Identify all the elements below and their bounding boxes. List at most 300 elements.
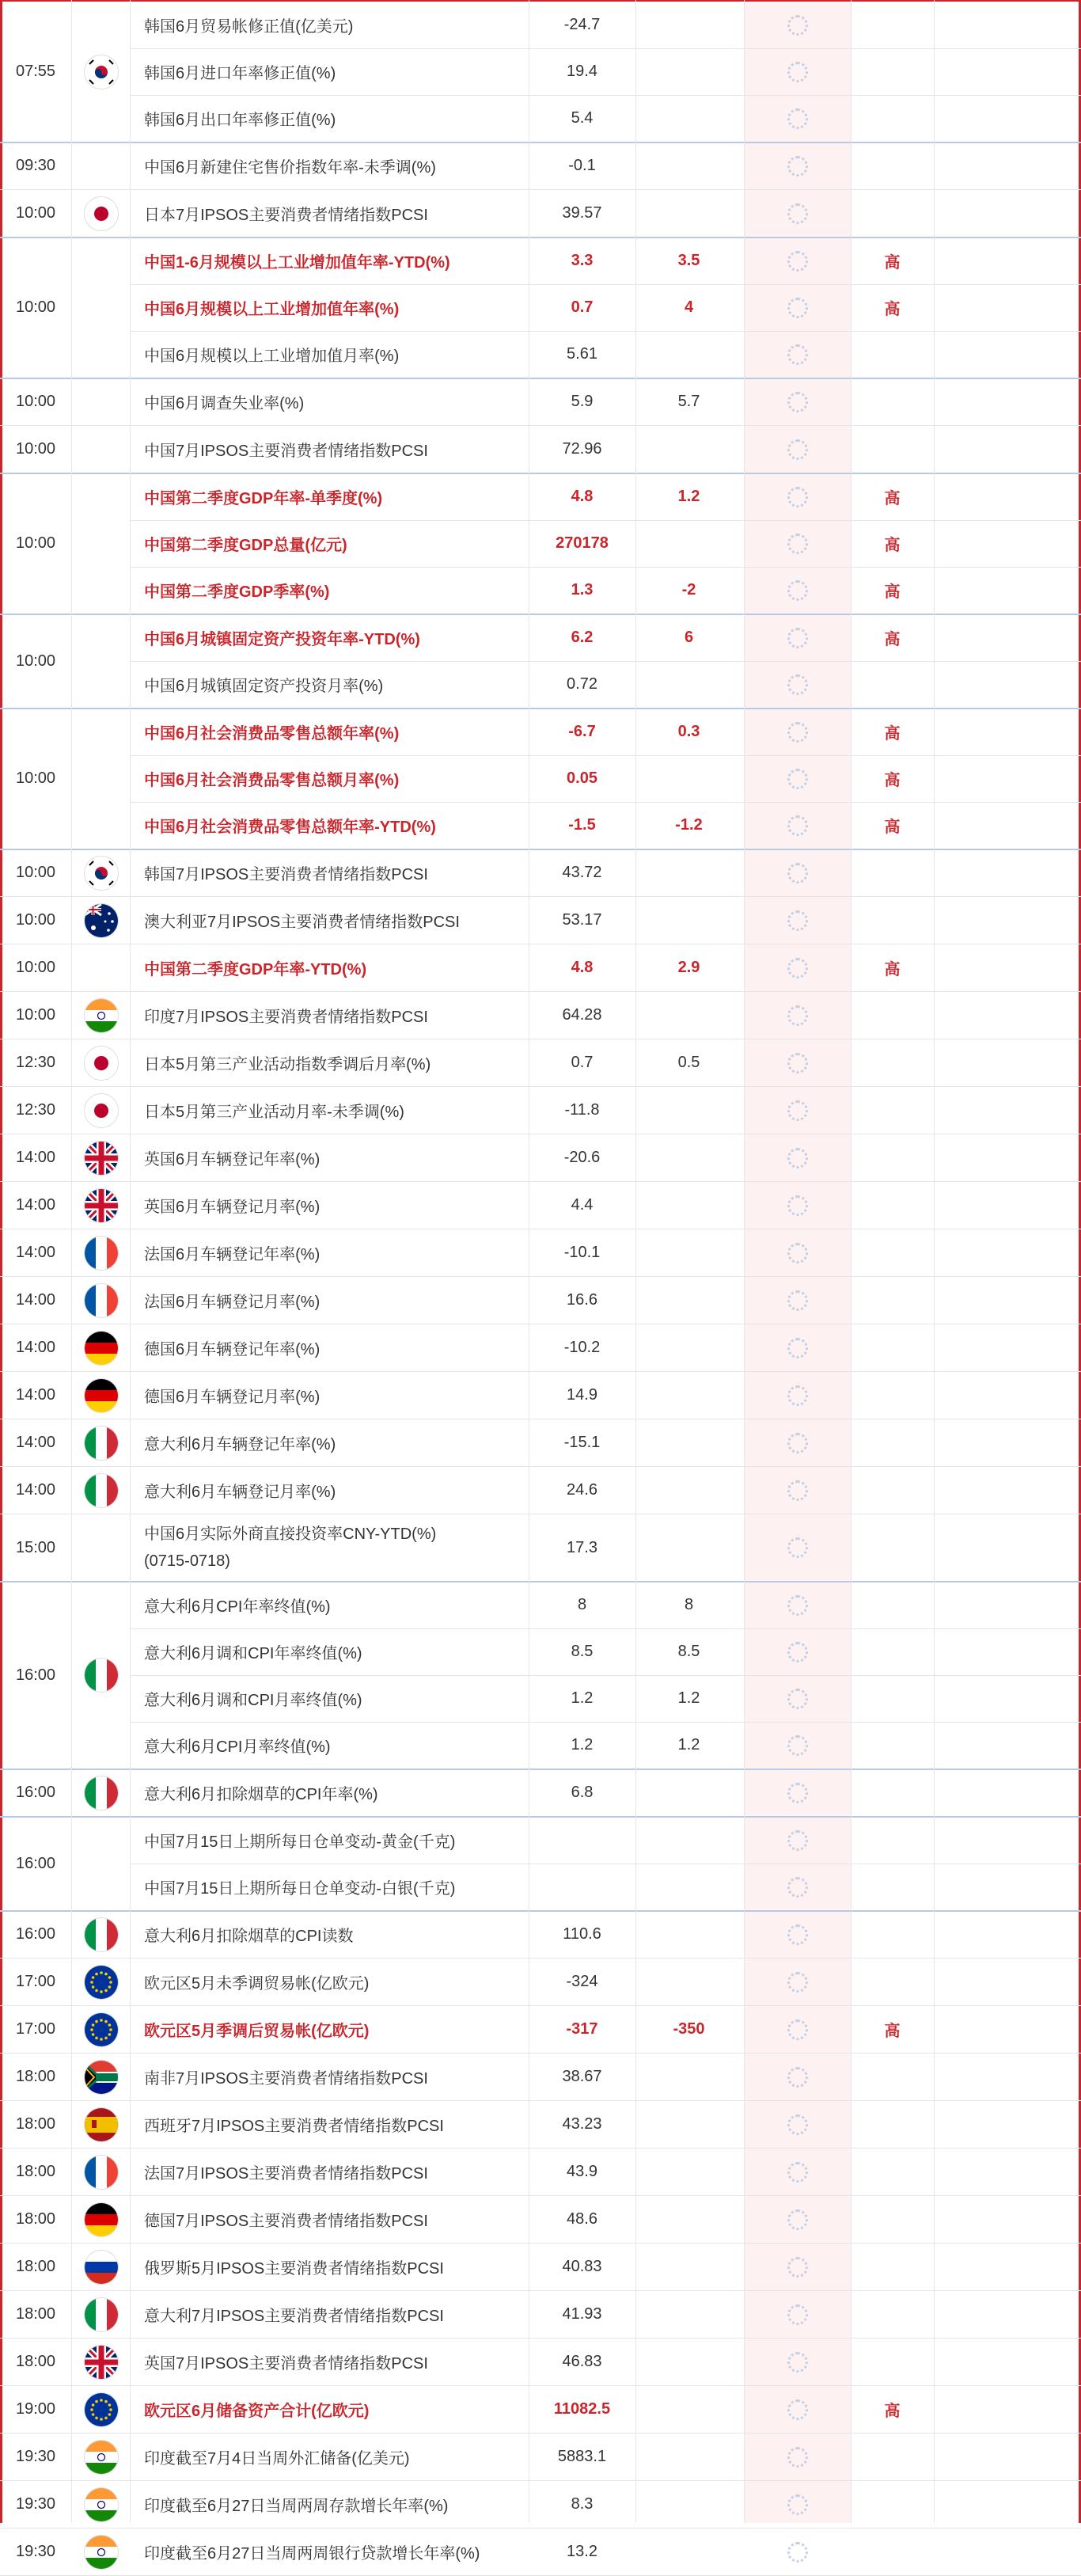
forecast-value bbox=[635, 190, 742, 237]
revised-value-loading bbox=[744, 473, 851, 520]
importance-badge: 高 bbox=[884, 961, 901, 978]
loading-spinner-icon bbox=[787, 769, 808, 789]
revised-value-loading bbox=[744, 944, 851, 991]
country-flag-cell bbox=[72, 1087, 130, 1134]
country-flag-cell bbox=[72, 2434, 130, 2480]
event-name[interactable]: 意大利6月CPI年率终值(%) bbox=[144, 1598, 331, 1616]
loading-spinner-icon bbox=[787, 487, 808, 507]
forecast-value bbox=[635, 2386, 742, 2433]
event-name[interactable]: 英国6月车辆登记年率(%) bbox=[144, 1151, 321, 1168]
france-flag-icon bbox=[85, 1284, 118, 1317]
importance-badge: 高 bbox=[884, 772, 901, 789]
importance-badge: 高 bbox=[884, 631, 901, 648]
event-time: 19:30 bbox=[15, 2495, 56, 2513]
loading-spinner-icon bbox=[787, 2352, 808, 2373]
revised-value-loading bbox=[744, 897, 851, 944]
country-flag-cell bbox=[72, 473, 130, 614]
event-time: 10:00 bbox=[15, 298, 56, 316]
event-name[interactable]: 意大利6月扣除烟草的CPI年率(%) bbox=[144, 1786, 378, 1803]
forecast-value bbox=[635, 1134, 742, 1181]
event-name[interactable]: 德国6月车辆登记月率(%) bbox=[144, 1389, 321, 1406]
event-time: 16:00 bbox=[15, 1854, 56, 1872]
actual-value: -10.1 bbox=[563, 1244, 601, 1261]
revised-value-loading bbox=[744, 1182, 851, 1229]
revised-value-loading bbox=[744, 1769, 851, 1816]
revised-value-loading bbox=[744, 331, 851, 378]
australia-flag-icon bbox=[85, 904, 118, 937]
loading-spinner-icon bbox=[787, 439, 808, 460]
column-divider bbox=[130, 0, 131, 2523]
event-name[interactable]: 中国6月规模以上工业增加值月率(%) bbox=[144, 348, 400, 365]
event-name[interactable]: 韩国6月贸易帐修正值(亿美元) bbox=[144, 18, 354, 36]
event-name[interactable]: 中国第二季度GDP年率-YTD(%) bbox=[144, 961, 367, 978]
event-name[interactable]: 欧元区6月储备资产合计(亿欧元) bbox=[144, 2403, 370, 2420]
loading-spinner-icon bbox=[787, 1385, 808, 1406]
country-flag-cell bbox=[72, 1582, 130, 1769]
event-name[interactable]: 中国6月新建住宅售价指数年率-未季调(%) bbox=[144, 159, 436, 177]
revised-value-loading bbox=[744, 1087, 851, 1134]
south-korea-flag-icon bbox=[85, 857, 118, 890]
forecast-value bbox=[635, 897, 742, 944]
italy-flag-icon bbox=[85, 1474, 118, 1507]
loading-spinner-icon bbox=[787, 298, 808, 318]
event-name[interactable]: 中国6月城镇固定资产投资年率-YTD(%) bbox=[144, 631, 420, 648]
event-time: 18:00 bbox=[15, 2258, 56, 2275]
revised-value-loading bbox=[744, 520, 851, 567]
forecast-value bbox=[635, 2291, 742, 2338]
event-time: 10:00 bbox=[15, 652, 56, 670]
event-name[interactable]: 韩国6月出口年率修正值(%) bbox=[144, 112, 336, 129]
loading-spinner-icon bbox=[787, 392, 808, 412]
forecast-value bbox=[635, 2339, 742, 2385]
event-name[interactable]: 中国6月社会消费品零售总额年率(%) bbox=[144, 725, 400, 743]
loading-spinner-icon bbox=[787, 1243, 808, 1263]
loading-spinner-icon bbox=[787, 1338, 808, 1358]
country-flag-cell bbox=[72, 2481, 130, 2528]
forecast-value bbox=[635, 1087, 742, 1134]
actual-value: -1.5 bbox=[568, 816, 596, 834]
actual-value: -11.8 bbox=[564, 1101, 600, 1119]
forecast-value: -2 bbox=[681, 581, 696, 598]
event-name[interactable]: 印度截至7月4日当周外汇储备(亿美元) bbox=[144, 2450, 410, 2468]
event-name[interactable]: 韩国7月IPSOS主要消费者情绪指数PCSI bbox=[144, 866, 428, 883]
loading-spinner-icon bbox=[787, 1537, 808, 1558]
forecast-value: 1.2 bbox=[677, 1736, 700, 1753]
revised-value-loading bbox=[744, 2, 851, 48]
importance-badge: 高 bbox=[884, 2023, 901, 2040]
event-name[interactable]: 中国6月调查失业率(%) bbox=[144, 395, 305, 412]
country-flag-cell bbox=[72, 1959, 130, 2005]
event-name[interactable]: 印度截至6月27日当周两周存款增长年率(%) bbox=[144, 2498, 449, 2515]
event-time: 14:00 bbox=[15, 1291, 56, 1309]
forecast-value bbox=[635, 2, 742, 48]
event-name[interactable]: 印度截至6月27日当周两周银行贷款增长年率(%) bbox=[144, 2545, 480, 2563]
loading-spinner-icon bbox=[787, 1290, 808, 1311]
loading-spinner-icon bbox=[787, 1735, 808, 1756]
event-name[interactable]: 法国6月车辆登记月率(%) bbox=[144, 1294, 321, 1311]
revised-value-loading bbox=[744, 709, 851, 755]
event-name[interactable]: 英国6月车辆登记月率(%) bbox=[144, 1199, 321, 1216]
actual-value: 5883.1 bbox=[557, 2448, 607, 2465]
event-name[interactable]: 意大利6月车辆登记月率(%) bbox=[144, 1484, 336, 1501]
actual-value: 0.72 bbox=[567, 675, 597, 693]
loading-spinner-icon bbox=[787, 1972, 808, 1993]
eurozone-flag-icon bbox=[85, 2393, 118, 2426]
revised-value-loading bbox=[744, 1817, 851, 1864]
loading-spinner-icon bbox=[787, 203, 808, 224]
event-time: 16:00 bbox=[15, 1666, 56, 1684]
event-name[interactable]: 中国6月社会消费品零售总额月率(%) bbox=[144, 772, 400, 789]
india-flag-icon bbox=[85, 2488, 118, 2521]
united-kingdom-flag-icon bbox=[85, 1189, 118, 1222]
actual-value: 19.4 bbox=[567, 63, 597, 80]
loading-spinner-icon bbox=[787, 1877, 808, 1898]
event-name[interactable]: 中国第二季度GDP季率(%) bbox=[144, 583, 330, 601]
loading-spinner-icon bbox=[787, 2447, 808, 2468]
event-name[interactable]: 意大利6月扣除烟草的CPI读数 bbox=[144, 1928, 354, 1945]
forecast-value bbox=[635, 1911, 742, 1958]
actual-value: 53.17 bbox=[562, 911, 602, 929]
event-name[interactable]: 德国6月车辆登记年率(%) bbox=[144, 1341, 321, 1358]
actual-value: 6.8 bbox=[571, 1784, 594, 1801]
actual-value: 17.3 bbox=[567, 1538, 597, 1556]
actual-value: -0.1 bbox=[568, 157, 596, 174]
country-flag-cell bbox=[72, 378, 130, 425]
event-time: 09:30 bbox=[15, 157, 56, 174]
event-name[interactable]: 中国7月15日上期所每日仓单变动-黄金(千克) bbox=[144, 1833, 456, 1851]
country-flag-cell bbox=[72, 1817, 130, 1910]
event-name[interactable]: 西班牙7月IPSOS主要消费者情绪指数PCSI bbox=[144, 2118, 444, 2135]
loading-spinner-icon bbox=[787, 1195, 808, 1216]
event-time: 14:00 bbox=[15, 1434, 56, 1451]
actual-value: 11082.5 bbox=[553, 2400, 611, 2418]
forecast-value bbox=[635, 2244, 742, 2290]
country-flag-cell bbox=[72, 1277, 130, 1324]
revised-value-loading bbox=[744, 2434, 851, 2480]
actual-value: 4.8 bbox=[571, 959, 594, 976]
event-name[interactable]: 法国6月车辆登记年率(%) bbox=[144, 1246, 321, 1263]
germany-flag-icon bbox=[85, 1379, 118, 1412]
event-name[interactable]: 意大利6月CPI月率终值(%) bbox=[144, 1738, 331, 1756]
actual-value: -324 bbox=[566, 1973, 598, 1990]
event-name[interactable]: 澳大利亚7月IPSOS主要消费者情绪指数PCSI bbox=[144, 914, 460, 931]
revised-value-loading bbox=[744, 2244, 851, 2290]
actual-value: -317 bbox=[566, 2020, 598, 2038]
germany-flag-icon bbox=[85, 2203, 118, 2236]
country-flag-cell bbox=[72, 944, 130, 991]
loading-spinner-icon bbox=[787, 15, 808, 36]
event-name[interactable]: 日本5月第三产业活动月率-未季调(%) bbox=[144, 1104, 404, 1121]
revised-value-loading bbox=[744, 2339, 851, 2385]
eurozone-flag-icon bbox=[85, 2013, 118, 2046]
country-flag-cell bbox=[72, 142, 130, 189]
revised-value-loading bbox=[744, 1911, 851, 1958]
revised-value-loading bbox=[744, 661, 851, 708]
forecast-value bbox=[635, 1419, 742, 1466]
forecast-value bbox=[635, 142, 742, 189]
germany-flag-icon bbox=[85, 1332, 118, 1365]
event-name[interactable]: 日本5月第三产业活动指数季调后月率(%) bbox=[144, 1056, 431, 1073]
event-time: 10:00 bbox=[15, 440, 56, 458]
actual-value: 14.9 bbox=[567, 1386, 597, 1404]
event-time: 10:00 bbox=[15, 864, 56, 881]
event-name[interactable]: 中国第二季度GDP总量(亿元) bbox=[144, 537, 347, 554]
forecast-value: 1.2 bbox=[677, 488, 700, 505]
loading-spinner-icon bbox=[787, 2114, 808, 2135]
event-time: 12:30 bbox=[15, 1054, 56, 1071]
forecast-value bbox=[635, 2196, 742, 2243]
forecast-value bbox=[635, 1817, 742, 1864]
loading-spinner-icon bbox=[787, 815, 808, 836]
italy-flag-icon bbox=[85, 1918, 118, 1951]
event-name[interactable]: 中国6月城镇固定资产投资月率(%) bbox=[144, 678, 384, 695]
revised-value-loading bbox=[744, 1467, 851, 1514]
column-divider bbox=[851, 0, 852, 2523]
actual-value: 8.3 bbox=[571, 2495, 594, 2513]
event-time: 18:00 bbox=[15, 2163, 56, 2180]
column-divider bbox=[635, 0, 636, 2523]
revised-value-loading bbox=[744, 1514, 851, 1581]
actual-value: -6.7 bbox=[568, 723, 596, 740]
event-time: 17:00 bbox=[15, 1973, 56, 1990]
loading-spinner-icon bbox=[787, 722, 808, 743]
loading-spinner-icon bbox=[787, 2399, 808, 2420]
loading-spinner-icon bbox=[787, 2542, 808, 2563]
revised-value-loading bbox=[744, 2006, 851, 2053]
actual-value bbox=[529, 1864, 635, 1910]
actual-value: -20.6 bbox=[563, 1149, 601, 1166]
actual-value: 3.3 bbox=[571, 252, 594, 269]
country-flag-cell bbox=[72, 2386, 130, 2433]
italy-flag-icon bbox=[85, 1658, 118, 1692]
actual-value: 24.6 bbox=[567, 1481, 597, 1499]
event-name[interactable]: 德国7月IPSOS主要消费者情绪指数PCSI bbox=[144, 2213, 428, 2230]
loading-spinner-icon bbox=[787, 2257, 808, 2278]
revised-value-loading bbox=[744, 2386, 851, 2433]
revised-value-loading bbox=[744, 2291, 851, 2338]
actual-value: 5.9 bbox=[571, 393, 594, 410]
event-time: 10:00 bbox=[15, 393, 56, 410]
actual-value: 0.05 bbox=[567, 769, 597, 787]
event-name[interactable]: 欧元区5月季调后贸易帐(亿欧元) bbox=[144, 2023, 370, 2040]
event-name[interactable]: 英国7月IPSOS主要消费者情绪指数PCSI bbox=[144, 2355, 428, 2373]
loading-spinner-icon bbox=[787, 628, 808, 648]
forecast-value bbox=[635, 661, 742, 708]
importance-badge: 高 bbox=[884, 301, 901, 318]
loading-spinner-icon bbox=[787, 1005, 808, 1026]
forecast-value: 8 bbox=[684, 1596, 694, 1613]
revised-value-loading bbox=[744, 1229, 851, 1276]
event-name[interactable]: 韩国6月进口年率修正值(%) bbox=[144, 65, 336, 82]
actual-value: 6.2 bbox=[571, 629, 594, 646]
united-kingdom-flag-icon bbox=[85, 2346, 118, 2379]
loading-spinner-icon bbox=[787, 958, 808, 978]
loading-spinner-icon bbox=[787, 2162, 808, 2183]
united-kingdom-flag-icon bbox=[85, 1142, 118, 1175]
forecast-value: -350 bbox=[673, 2020, 705, 2038]
loading-spinner-icon bbox=[787, 1433, 808, 1453]
actual-value: 72.96 bbox=[562, 440, 602, 458]
eurozone-flag-icon bbox=[85, 1966, 118, 1999]
revised-value-loading bbox=[744, 2196, 851, 2243]
country-flag-cell bbox=[72, 1134, 130, 1181]
event-time: 10:00 bbox=[15, 204, 56, 222]
loading-spinner-icon bbox=[787, 62, 808, 82]
forecast-value bbox=[635, 48, 742, 95]
importance-badge: 高 bbox=[884, 254, 901, 272]
actual-value: 4.4 bbox=[571, 1196, 594, 1214]
event-time: 10:00 bbox=[15, 911, 56, 929]
south-africa-flag-icon bbox=[85, 2061, 118, 2094]
revised-value-loading bbox=[744, 1277, 851, 1324]
country-flag-cell bbox=[72, 1372, 130, 1419]
event-name[interactable]: 法国7月IPSOS主要消费者情绪指数PCSI bbox=[144, 2165, 428, 2183]
event-time: 16:00 bbox=[15, 1925, 56, 1943]
forecast-value: 1.2 bbox=[677, 1689, 700, 1707]
actual-value: 43.72 bbox=[562, 864, 602, 881]
revised-value-loading bbox=[744, 1134, 851, 1181]
country-flag-cell bbox=[72, 992, 130, 1039]
country-flag-cell bbox=[72, 237, 130, 378]
forecast-value bbox=[635, 1182, 742, 1229]
forecast-value: 0.5 bbox=[677, 1054, 700, 1071]
forecast-value bbox=[635, 1324, 742, 1371]
actual-value: 5.61 bbox=[567, 345, 597, 363]
actual-value: 8.5 bbox=[571, 1643, 594, 1660]
country-flag-cell bbox=[72, 2, 130, 142]
forecast-value bbox=[635, 426, 742, 473]
forecast-value bbox=[635, 2434, 742, 2480]
revised-value-loading bbox=[744, 992, 851, 1039]
country-flag-cell bbox=[72, 1039, 130, 1086]
country-flag-cell bbox=[72, 426, 130, 473]
event-name[interactable]: 印度7月IPSOS主要消费者情绪指数PCSI bbox=[144, 1009, 428, 1026]
actual-value: 41.93 bbox=[562, 2305, 602, 2323]
importance-badge: 高 bbox=[884, 819, 901, 836]
country-flag-cell bbox=[72, 190, 130, 237]
event-time: 14:00 bbox=[15, 1339, 56, 1356]
japan-flag-icon bbox=[85, 1047, 118, 1080]
country-flag-cell bbox=[72, 2196, 130, 2243]
russia-flag-icon bbox=[85, 2251, 118, 2284]
revised-value-loading bbox=[744, 378, 851, 425]
loading-spinner-icon bbox=[787, 1148, 808, 1168]
event-time: 17:00 bbox=[15, 2020, 56, 2038]
event-name[interactable]: 南非7月IPSOS主要消费者情绪指数PCSI bbox=[144, 2070, 428, 2088]
country-flag-cell bbox=[72, 709, 130, 849]
importance-badge: 高 bbox=[884, 725, 901, 743]
event-name[interactable]: 中国6月实际外商直接投资率CNY-YTD(%) (0715-0718) bbox=[144, 1525, 437, 1570]
country-flag-cell bbox=[72, 1419, 130, 1466]
loading-spinner-icon bbox=[787, 910, 808, 931]
event-name[interactable]: 俄罗斯5月IPSOS主要消费者情绪指数PCSI bbox=[144, 2260, 444, 2278]
event-name[interactable]: 意大利6月调和CPI年率终值(%) bbox=[144, 1645, 362, 1662]
event-name[interactable]: 中国6月规模以上工业增加值年率(%) bbox=[144, 301, 400, 318]
loading-spinner-icon bbox=[787, 2209, 808, 2230]
loading-spinner-icon bbox=[787, 863, 808, 883]
event-name[interactable]: 中国1-6月规模以上工业增加值年率-YTD(%) bbox=[144, 254, 450, 272]
importance-badge: 高 bbox=[884, 583, 901, 601]
revised-value-loading bbox=[744, 1372, 851, 1419]
forecast-value bbox=[635, 1277, 742, 1324]
italy-flag-icon bbox=[85, 2298, 118, 2331]
south-korea-flag-icon bbox=[85, 55, 118, 89]
forecast-value bbox=[635, 755, 742, 802]
loading-spinner-icon bbox=[787, 1924, 808, 1945]
forecast-value: 6 bbox=[684, 629, 694, 646]
country-flag-cell bbox=[72, 2339, 130, 2385]
revised-value-loading bbox=[744, 2054, 851, 2100]
revised-value-loading bbox=[744, 1039, 851, 1086]
forecast-value bbox=[635, 849, 742, 896]
revised-value-loading bbox=[744, 284, 851, 331]
actual-value: -10.2 bbox=[563, 1339, 601, 1356]
actual-value: 5.4 bbox=[571, 109, 594, 127]
actual-value bbox=[529, 1817, 635, 1864]
event-name[interactable]: 意大利6月车辆登记年率(%) bbox=[144, 1436, 336, 1453]
revised-value-loading bbox=[744, 1628, 851, 1675]
event-time: 10:00 bbox=[15, 769, 56, 787]
event-time: 14:00 bbox=[15, 1481, 56, 1499]
actual-value: 8 bbox=[577, 1596, 587, 1613]
country-flag-cell bbox=[72, 1514, 130, 1581]
event-name[interactable]: 中国7月15日上期所每日仓单变动-白银(千克) bbox=[144, 1880, 456, 1898]
actual-value: 0.7 bbox=[571, 298, 594, 316]
loading-spinner-icon bbox=[787, 2304, 808, 2325]
forecast-value bbox=[635, 1372, 742, 1419]
country-flag-cell bbox=[72, 2101, 130, 2148]
country-flag-cell bbox=[72, 849, 130, 896]
event-time: 18:00 bbox=[15, 2353, 56, 2370]
revised-value-loading bbox=[744, 142, 851, 189]
column-divider bbox=[71, 0, 72, 2523]
forecast-value bbox=[635, 2101, 742, 2148]
importance-badge: 高 bbox=[884, 537, 901, 554]
event-time: 15:00 bbox=[15, 1538, 56, 1556]
revised-value-loading bbox=[744, 2529, 851, 2575]
actual-value: 1.2 bbox=[571, 1736, 594, 1753]
event-time: 10:00 bbox=[15, 534, 56, 552]
event-name[interactable]: 意大利6月调和CPI月率终值(%) bbox=[144, 1692, 362, 1709]
loading-spinner-icon bbox=[787, 251, 808, 272]
actual-value: 64.28 bbox=[562, 1006, 602, 1024]
actual-value: 46.83 bbox=[562, 2353, 602, 2370]
loading-spinner-icon bbox=[787, 344, 808, 365]
country-flag-cell bbox=[72, 1182, 130, 1229]
event-name[interactable]: 日本7月IPSOS主要消费者情绪指数PCSI bbox=[144, 207, 428, 224]
revised-value-loading bbox=[744, 1864, 851, 1910]
event-time: 10:00 bbox=[15, 959, 56, 976]
revised-value-loading bbox=[744, 1419, 851, 1466]
event-time: 10:00 bbox=[15, 1006, 56, 1024]
revised-value-loading bbox=[744, 802, 851, 849]
event-time: 16:00 bbox=[15, 1784, 56, 1801]
revised-value-loading bbox=[744, 95, 851, 142]
event-name[interactable]: 意大利7月IPSOS主要消费者情绪指数PCSI bbox=[144, 2308, 444, 2325]
event-name[interactable]: 中国7月IPSOS主要消费者情绪指数PCSI bbox=[144, 443, 428, 460]
revised-value-loading bbox=[744, 237, 851, 284]
actual-value: -15.1 bbox=[563, 1434, 601, 1451]
loading-spinner-icon bbox=[787, 534, 808, 554]
event-name[interactable]: 中国第二季度GDP年率-单季度(%) bbox=[144, 490, 383, 507]
revised-value-loading bbox=[744, 2481, 851, 2528]
forecast-value: -1.2 bbox=[675, 816, 703, 834]
event-name[interactable]: 中国6月社会消费品零售总额年率-YTD(%) bbox=[144, 819, 436, 836]
event-name[interactable]: 欧元区5月未季调贸易帐(亿欧元) bbox=[144, 1975, 370, 1993]
actual-value: 13.2 bbox=[567, 2543, 597, 2560]
forecast-value: 0.3 bbox=[677, 723, 700, 740]
loading-spinner-icon bbox=[787, 2067, 808, 2088]
